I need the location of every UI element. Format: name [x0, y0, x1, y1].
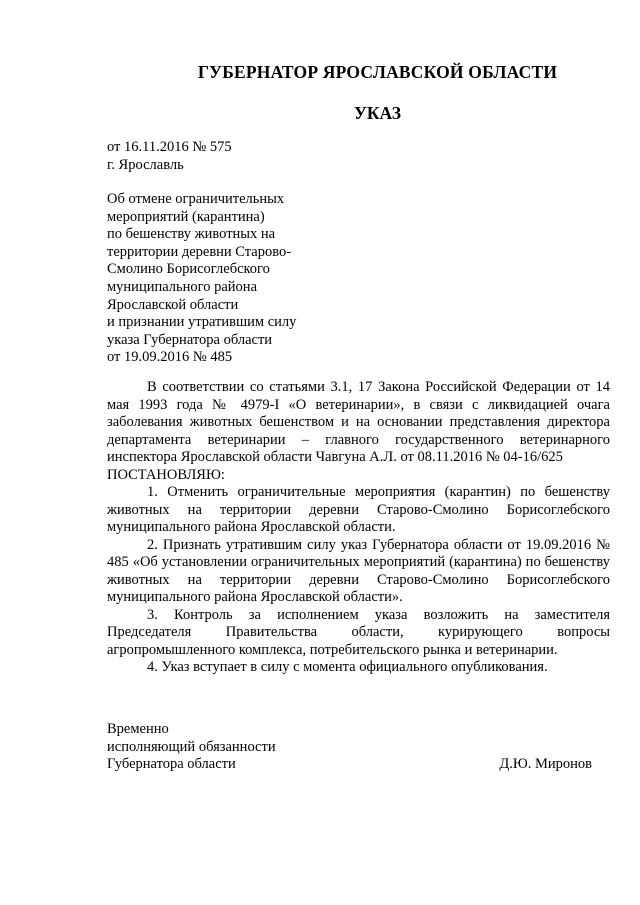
subject-line: от 19.09.2016 № 485 — [107, 349, 233, 366]
subject-line: и признании утратившим силу — [107, 314, 297, 331]
subject-line: Ярославской области — [107, 296, 239, 313]
subject-line: муниципального района — [107, 278, 257, 295]
signature-line: исполняющий обязанности — [107, 738, 276, 755]
document-type: УКАЗ — [354, 103, 401, 123]
decree-item: 2. Признать утратившим силу указ Губернатора области от 19.09.2016 № 485 «Об установлении ограничительных мероприятий (карантина) по бешенству животных на территории деревни Старово-Смолино Борисоглебского муниципального района Ярославской области». — [107, 536, 610, 605]
subject-line: мероприятий (карантина) — [107, 208, 265, 225]
document-meta — [107, 138, 232, 174]
issuing-authority: ГУБЕРНАТОР ЯРОСЛАВСКОЙ ОБЛАСТИ — [197, 62, 558, 82]
decree-word: ПОСТАНОВЛЯЮ: — [107, 466, 225, 483]
decree-item: 1. Отменить ограничительные мероприятия (карантин) по бешенству животных на территории деревни Старово-Смолино Борисоглебского муниципального района Ярославской области. — [107, 484, 610, 535]
date-number: от 16.11.2016 № 575 — [107, 139, 232, 155]
subject-line: Об отмене ограничительных — [107, 191, 285, 207]
subject-line: по бешенству животных на — [107, 226, 276, 243]
preamble: В соответствии со статьями 3.1, 17 Закона Российской Федерации от 14 мая 1993 года № 4979-I «О ветеринарии», в связи с ликвидацией очага заболевания животных бешенством и на основании представления директора департамента ветеринарии – главного государственного ветеринарного инспектора Ярославской области Чавгуна А.Л. от 08.11.2016 № 04-16/625 — [107, 379, 610, 465]
document-body — [107, 379, 610, 677]
signature-position: Губернатора области — [107, 756, 236, 773]
decree-item: 4. Указ вступает в силу с момента официального опубликования. — [147, 659, 548, 675]
subject-line: указа Губернатора области — [107, 331, 273, 348]
signature-row — [107, 756, 592, 774]
decree-item: 3. Контроль за исполнением указа возложить на заместителя Председателя Правительства области, курирующего вопросы агропромышленного комплекса, потребительского рынка и ветеринарии. — [107, 606, 610, 658]
city: г. Ярославль — [107, 157, 184, 173]
document-subject — [107, 191, 347, 367]
signature-line: Временно — [107, 721, 169, 737]
signature-block — [107, 721, 592, 774]
subject-line: территории деревни Старово- — [107, 243, 292, 260]
signatory-name: Д.Ю. Миронов — [499, 756, 592, 773]
subject-line: Смолино Борисоглебского — [107, 261, 270, 278]
